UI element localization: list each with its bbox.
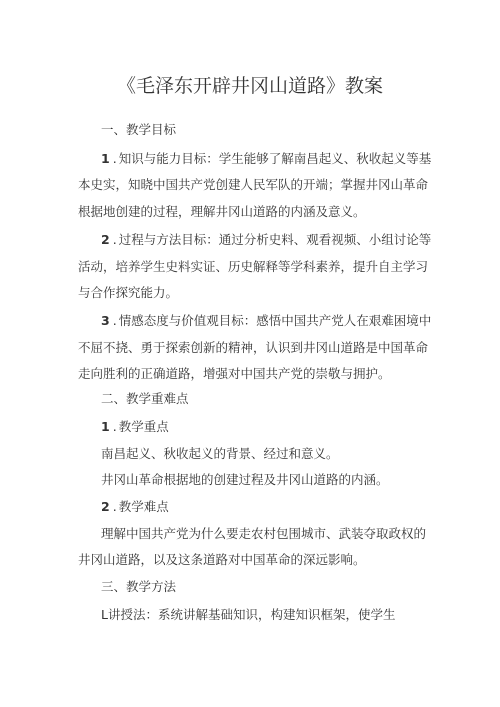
goal-1-line-3: 根据地创建的过程，理解井冈山道路的内涵及意义。 [78, 204, 366, 219]
key-point-1-dot: . [112, 419, 117, 434]
goal-1-dot: . [112, 151, 117, 166]
goal-1-number: 1 [101, 151, 110, 166]
key-point-1-line-1: 南昌起义、秋收起义的背景、经过和意义。 [101, 446, 339, 461]
goal-3-number: 3 [101, 313, 110, 328]
key-point-1-heading [101, 418, 169, 436]
document-title: 《毛泽东开辟井冈山道路》教案 [116, 75, 383, 97]
goal-3-line-3: 走向胜利的正确道路，增强对中国共产党的崇敬与拥护。 [78, 366, 391, 381]
section-heading-teaching-methods: 三、教学方法 [101, 579, 177, 594]
goal-2-dot: . [112, 232, 117, 247]
method-1-line-1: L讲授法：系统讲解基础知识，构建知识框架，使学生 [101, 607, 396, 622]
key-point-1-line-2: 井冈山革命根据地的创建过程及井冈山道路的内涵。 [101, 472, 389, 487]
goal-3-line-2: 不屈不挠、勇于探索创新的精神，认识到井冈山道路是中国革命 [78, 340, 429, 355]
section-heading-teaching-goals: 一、教学目标 [101, 122, 177, 137]
goal-2-number: 2 [101, 232, 110, 247]
key-point-2-label: 教学难点 [118, 499, 169, 514]
key-point-2-dot: . [112, 499, 117, 514]
key-point-1-label: 教学重点 [118, 419, 169, 434]
goal-2-text-1: 过程与方法目标：通过分析史料、观看视频、小组讨论等 [118, 232, 432, 247]
goal-3-text-1: 情感态度与价值观目标：感悟中国共产党人在艰难困境中 [118, 313, 432, 328]
key-point-2-line-2: 井冈山道路，以及这条道路对中国革命的深远影响。 [78, 552, 366, 567]
key-point-2-line-1: 理解中国共产党为什么要走农村包围城市、武装夺取政权的 [101, 526, 427, 541]
goal-2-line-1 [101, 231, 431, 249]
goal-1-line-1 [101, 150, 431, 168]
key-point-1-number: 1 [101, 419, 110, 434]
goal-2-line-2: 活动，培养学生史料实证、历史解释等学科素养，提升自主学习 [78, 259, 429, 274]
key-point-2-number: 2 [101, 499, 110, 514]
goal-1-line-2: 本史实，知晓中国共产党创建人民军队的开端；掌握井冈山革命 [78, 177, 429, 192]
goal-3-dot: . [112, 313, 117, 328]
section-heading-key-points: 二、教学重难点 [101, 391, 189, 406]
goal-1-text-1: 知识与能力目标：学生能够了解南昌起义、秋收起义等基 [118, 151, 432, 166]
key-point-2-heading [101, 498, 169, 516]
goal-3-line-1 [101, 312, 431, 330]
goal-2-line-3: 与合作探究能力。 [78, 285, 179, 300]
